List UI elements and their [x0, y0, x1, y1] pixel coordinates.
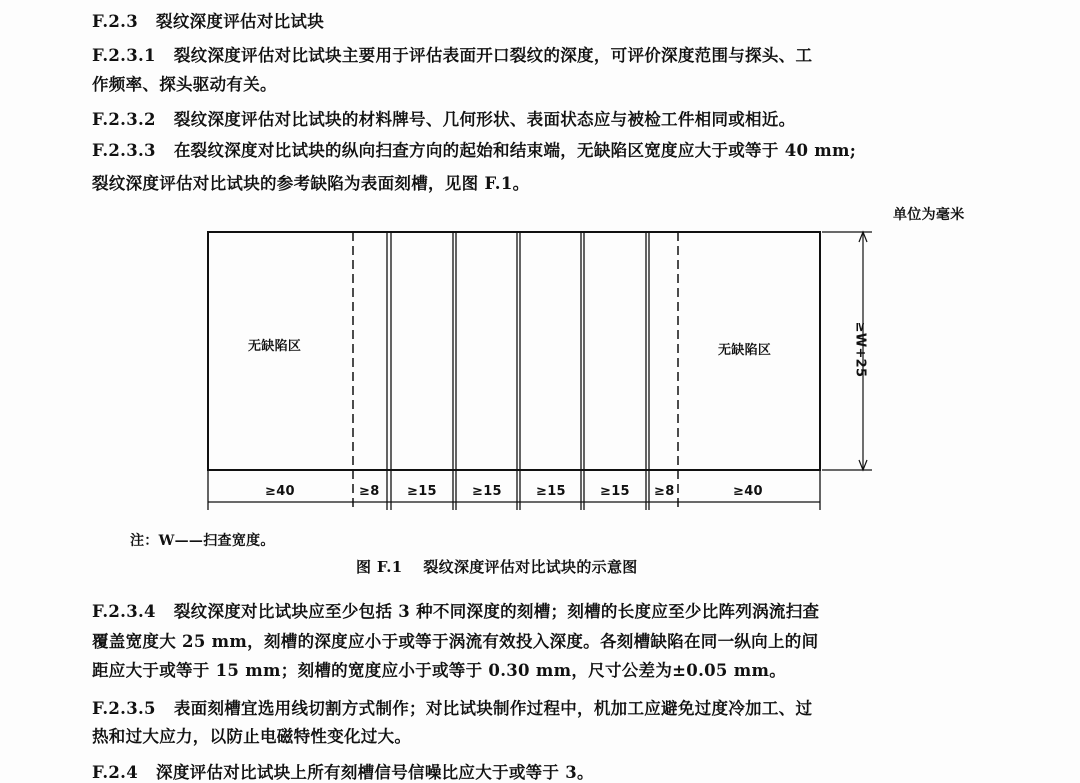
- notch-lines: [208, 232, 820, 510]
- zone-label-left: 无缺陷区: [248, 339, 302, 354]
- section-number: F.2.4: [92, 763, 139, 782]
- section-title: 裂纹深度评估对比试块: [156, 12, 325, 31]
- dim-label: ≥40: [265, 484, 295, 499]
- dim-label: ≥8: [359, 484, 380, 499]
- dim-label: ≥15: [407, 484, 437, 499]
- para-text: 在裂纹深度对比试块的纵向扫查方向的起始和结束端，无缺陷区宽度应大于或等于 40 mm;: [173, 141, 857, 160]
- dim-label: ≥15: [472, 484, 502, 499]
- figure-caption: 图 F.1 裂纹深度评估对比试块的示意图: [356, 558, 638, 576]
- zone-label-right: 无缺陷区: [718, 343, 772, 358]
- para-number: F.2.3.2: [92, 110, 156, 129]
- dim-label: ≥15: [600, 484, 630, 499]
- dim-label: ≥8: [654, 484, 675, 499]
- para-text: 裂纹深度评估对比试块主要用于评估表面开口裂纹的深度，可评价深度范围与探头、工: [173, 46, 813, 65]
- unit-note: 单位为毫米: [893, 207, 965, 223]
- para-f233-line2: 裂纹深度评估对比试块的参考缺陷为表面刻槽，见图 F.1。: [92, 174, 530, 193]
- height-dimension-label: ≥W+25: [852, 321, 868, 378]
- para-f234-line3: 距应大于或等于 15 mm；刻槽的宽度应小于或等于 0.30 mm，尺寸公差为±0.05 mm。: [92, 661, 787, 680]
- para-text: 裂纹深度评估对比试块的材料牌号、几何形状、表面状态应与被检工件相同或相近。: [173, 110, 796, 129]
- figure-note: 注：W——扫查宽度。: [130, 533, 275, 549]
- dim-label: ≥15: [536, 484, 566, 499]
- section-number: F.2.3: [92, 12, 139, 31]
- para-f234-line1: [92, 598, 819, 622]
- para-number: F.2.3.4: [92, 602, 156, 621]
- para-f235-line1: [92, 695, 812, 719]
- para-f234-line2: 覆盖宽度大 25 mm，刻槽的深度应小于或等于涡流有效投入深度。各刻槽缺陷在同一纵向上的间: [92, 632, 819, 651]
- section-f24: [92, 759, 594, 783]
- para-number: F.2.3.1: [92, 46, 156, 65]
- para-text: 表面刻槽宜选用线切割方式制作；对比试块制作过程中，机加工应避免过度冷加工、过: [173, 699, 813, 718]
- para-text: 裂纹深度对比试块应至少包括 3 种不同深度的刻槽；刻槽的长度应至少比阵列涡流扫查: [173, 602, 820, 621]
- para-number: F.2.3.5: [92, 699, 156, 718]
- para-f235-line2: 热和过大应力，以防止电磁特性变化过大。: [92, 727, 412, 746]
- para-number: F.2.3.3: [92, 141, 156, 160]
- para-f231-line2: 作频率、探头驱动有关。: [92, 75, 277, 94]
- dim-label: ≥40: [733, 484, 763, 499]
- para-text: 深度评估对比试块上所有刻槽信号信噪比应大于或等于 3。: [156, 763, 594, 782]
